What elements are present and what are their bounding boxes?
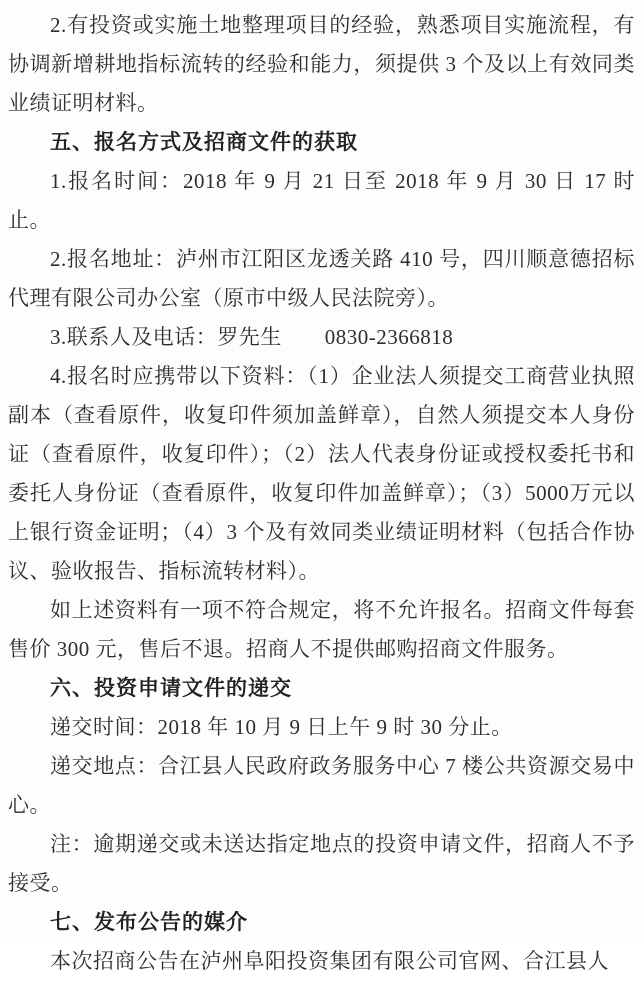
paragraph-announcement-media: 本次招商公告在泸州阜阳投资集团有限公司官网、合江县人 <box>50 949 609 973</box>
paragraph-submission-time: 递交时间：2018 年 10 月 9 日上午 9 时 30 分止。 <box>50 715 513 739</box>
section-heading-5-registration: 五、报名方式及招商文件的获取 <box>50 131 358 154</box>
paragraph-late-submission-note: 注：逾期递交或未送达指定地点的投资申请文件，招商人不予接受。 <box>8 832 635 895</box>
paragraph-registration-address: 2.报名地址：泸州市江阳区龙透关路 410 号，四川顺意德招标代理有限公司办公室（原市中级人民法院旁）。 <box>8 247 635 310</box>
paragraph-registration-time: 1.报名时间：2018 年 9 月 21 日至 2018 年 9 月 30 日 17 时止。 <box>8 169 635 232</box>
paragraph-document-price: 如上述资料有一项不符合规定，将不允许报名。招商文件每套售价 300 元，售后不退。招商人不提供邮购招商文件服务。 <box>8 598 635 661</box>
section-heading-6-submission: 六、投资申请文件的递交 <box>50 677 292 700</box>
paragraph-submission-place: 递交地点：合江县人民政府政务服务中心 7 楼公共资源交易中心。 <box>8 754 635 817</box>
section-heading-7-media: 七、发布公告的媒介 <box>50 911 248 934</box>
paragraph-required-materials: 4.报名时应携带以下资料：（1）企业法人须提交工商营业执照副本（查看原件，收复印件须加盖鲜章），自然人须提交本人身份证（查看原件，收复印件）；（2）法人代表身份证或授权委托书和委托人身份证（查看原件，收复印件加盖鲜章）；（3）5000万元以上银行资金证明；（4）3 个及有效同类业绩证明材料（包括合作协议、验收报告、指标流转材料）。 <box>8 364 635 583</box>
paragraph-contact-phone: 3.联系人及电话：罗先生 0830-2366818 <box>50 325 454 349</box>
paragraph-experience-requirement: 2.有投资或实施土地整理项目的经验，熟悉项目实施流程，有协调新增耕地指标流转的经验和能力，须提供 3 个及以上有效同类业绩证明材料。 <box>8 13 635 115</box>
